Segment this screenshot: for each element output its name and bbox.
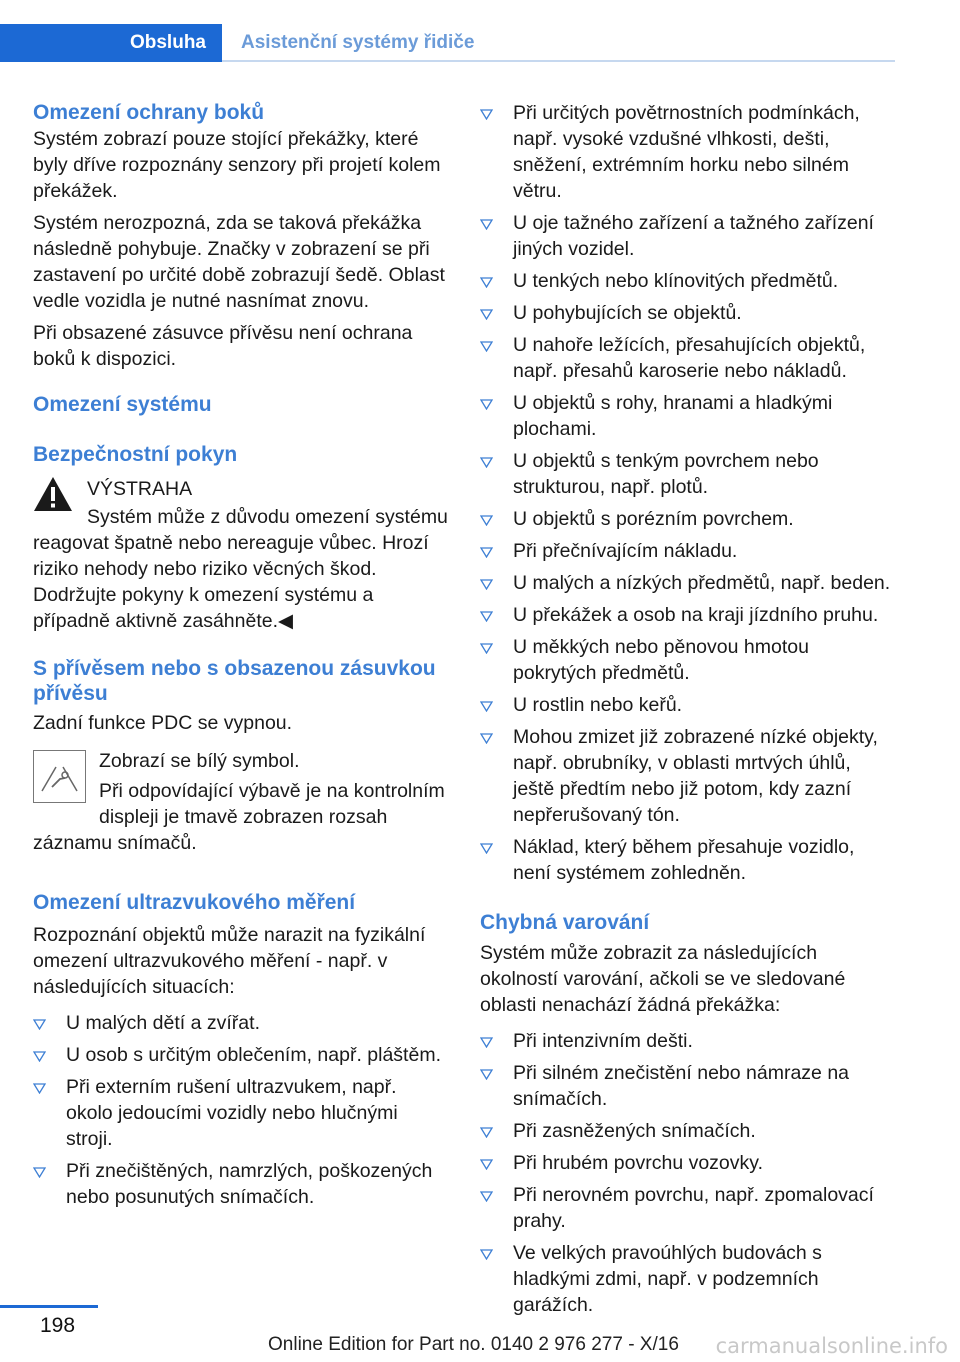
heading-safety-note: Bezpečnostní pokyn — [33, 443, 238, 466]
section-tab-obsluha: Obsluha — [0, 24, 222, 62]
heading-false-warnings: Chybná varování — [480, 911, 650, 934]
bullet-triangle-icon — [33, 1083, 46, 1094]
paragraph: Systém nerozpozná, zda se taková překážka následně pohybuje. Značky v zobrazení se při zastavení po určité době zobrazují šedě. Oblast vedle vozidla je nutné nasnímat znovu. — [33, 212, 445, 312]
paragraph: Systém může zobrazit za následujících okolností varování, ačkoli se ve sledované oblasti nenachází žádná překážka: — [480, 942, 846, 1016]
list-item: U tenkých nebo klínovitých předmětů. — [480, 268, 895, 294]
limits-list — [480, 100, 895, 886]
list-item: U rostlin nebo keřů. — [480, 692, 895, 718]
bullet-triangle-icon — [480, 309, 493, 320]
symbol-text: Zobrazí se bílý symbol. — [99, 750, 300, 772]
list-item: U malých dětí a zvířat. — [33, 1010, 448, 1036]
warning-text: Systém může z důvodu omezení systému reagovat špatně nebo nereaguje vůbec. Hrozí riziko nehody nebo riziko věcných škod. Dodržujte pokyny k omezení systému a případně aktivně zasáhněte.◀ — [33, 506, 448, 632]
trailer-hitch-icon — [34, 751, 85, 802]
list-item: Při intenzivním dešti. — [480, 1028, 895, 1054]
list-item: U měkkých nebo pěnovou hmotou pokrytých předmětů. — [480, 634, 895, 686]
bullet-triangle-icon — [480, 843, 493, 854]
list-item: U malých a nízkých předmětů, např. beden. — [480, 570, 895, 596]
bullet-triangle-icon — [480, 1069, 493, 1080]
left-column — [33, 100, 448, 1216]
symbol-text-2: Při odpovídající výbavě je na kontrolním displeji je tmavě zobrazen rozsah záznamu snímačů. — [33, 780, 445, 854]
false-warnings-list — [480, 1028, 895, 1318]
bullet-triangle-icon — [33, 1019, 46, 1030]
bullet-triangle-icon — [480, 1249, 493, 1260]
paragraph: Rozpoznání objektů může narazit na fyzikální omezení ultrazvukového měření - např. v následujících situacích: — [33, 924, 426, 998]
ultrasonic-list — [33, 1010, 448, 1210]
watermark: carmanualsonline.info — [715, 1334, 948, 1358]
bullet-triangle-icon — [480, 547, 493, 558]
list-item: Při přečnívajícím nákladu. — [480, 538, 895, 564]
list-item: U objektů s rohy, hranami a hladkými plochami. — [480, 390, 895, 442]
list-item: U osob s určitým oblečením, např. pláštěm. — [33, 1042, 448, 1068]
list-item: Při nerovném povrchu, např. zpomalovací prahy. — [480, 1182, 895, 1234]
bullet-triangle-icon — [480, 701, 493, 712]
bullet-triangle-icon — [480, 399, 493, 410]
bullet-triangle-icon — [480, 1191, 493, 1202]
bullet-triangle-icon — [480, 643, 493, 654]
bullet-triangle-icon — [480, 579, 493, 590]
page-number: 198 — [40, 1314, 76, 1337]
paragraph: Při obsazené zásuvce přívěsu není ochrana boků k dispozici. — [33, 322, 413, 370]
warning-block — [33, 476, 448, 634]
footer-edition: Online Edition for Part no. 0140 2 976 277 - X/16 — [268, 1334, 679, 1355]
bullet-triangle-icon — [33, 1167, 46, 1178]
header-rule — [222, 60, 895, 62]
list-item: Při zasněžených snímačích. — [480, 1118, 895, 1144]
heading-system-limits: Omezení systému — [33, 393, 212, 416]
bullet-triangle-icon — [480, 611, 493, 622]
list-item: U oje tažného zařízení a tažného zařízení jiných vozidel. — [480, 210, 895, 262]
bullet-triangle-icon — [480, 515, 493, 526]
bullet-triangle-icon — [480, 341, 493, 352]
bullet-triangle-icon — [480, 109, 493, 120]
list-item: Ve velkých pravoúhlých budovách s hladkými zdmi, např. v podzemních garážích. — [480, 1240, 895, 1318]
bullet-triangle-icon — [480, 277, 493, 288]
bullet-triangle-icon — [480, 733, 493, 744]
list-item: U objektů s tenkým povrchem nebo strukturou, např. plotů. — [480, 448, 895, 500]
bullet-triangle-icon — [480, 1127, 493, 1138]
bullet-triangle-icon — [480, 1037, 493, 1048]
right-column — [480, 100, 895, 1324]
list-item: U objektů s porézním povrchem. — [480, 506, 895, 532]
warning-title: VÝSTRAHA — [87, 478, 193, 500]
heading-trailer: S přívěsem nebo s obsazenou zásuvkou přívěsu — [33, 657, 436, 705]
list-item: Při hrubém povrchu vozovky. — [480, 1150, 895, 1176]
list-item: U pohybujících se objektů. — [480, 300, 895, 326]
warning-triangle-icon — [33, 476, 73, 512]
heading-side-protection: Omezení ochrany boků — [33, 101, 265, 124]
trailer-symbol-box — [33, 750, 86, 803]
bullet-triangle-icon — [33, 1051, 46, 1062]
list-item: Při znečištěných, namrzlých, poškozených nebo posunutých snímačích. — [33, 1158, 448, 1210]
bullet-triangle-icon — [480, 457, 493, 468]
section-tab-assist: Asistenční systémy řidiče — [241, 32, 475, 53]
paragraph: Zadní funkce PDC se vypnou. — [33, 712, 293, 734]
list-item: Náklad, který během přesahuje vozidlo, není systémem zohledněn. — [480, 834, 895, 886]
list-item: Při určitých povětrnostních podmínkách, např. vysoké vzdušné vlhkosti, dešti, sněžení, extrémním horku nebo silném větru. — [480, 100, 895, 204]
list-item: U překážek a osob na kraji jízdního pruhu. — [480, 602, 895, 628]
list-item: Při externím rušení ultrazvukem, např. okolo jedoucími vozidly nebo hlučnými stroji. — [33, 1074, 448, 1152]
heading-ultrasonic: Omezení ultrazvukového měření — [33, 891, 356, 914]
list-item: Mohou zmizet již zobrazené nízké objekty, např. obrubníky, v oblasti mrtvých úhlů, ještě předtím nebo již potom, kdy zazní nepřerušovaný tón. — [480, 724, 895, 828]
page-header — [0, 24, 895, 62]
bullet-triangle-icon — [480, 1159, 493, 1170]
symbol-block — [33, 748, 448, 856]
footer-rule — [0, 1305, 98, 1308]
list-item: Při silném znečistění nebo námraze na snímačích. — [480, 1060, 895, 1112]
list-item: U nahoře ležících, přesahujících objektů, např. přesahů karoserie nebo nákladů. — [480, 332, 895, 384]
paragraph: Systém zobrazí pouze stojící překážky, které byly dříve rozpoznány senzory při projetí kolem překážek. — [33, 128, 441, 202]
bullet-triangle-icon — [480, 219, 493, 230]
